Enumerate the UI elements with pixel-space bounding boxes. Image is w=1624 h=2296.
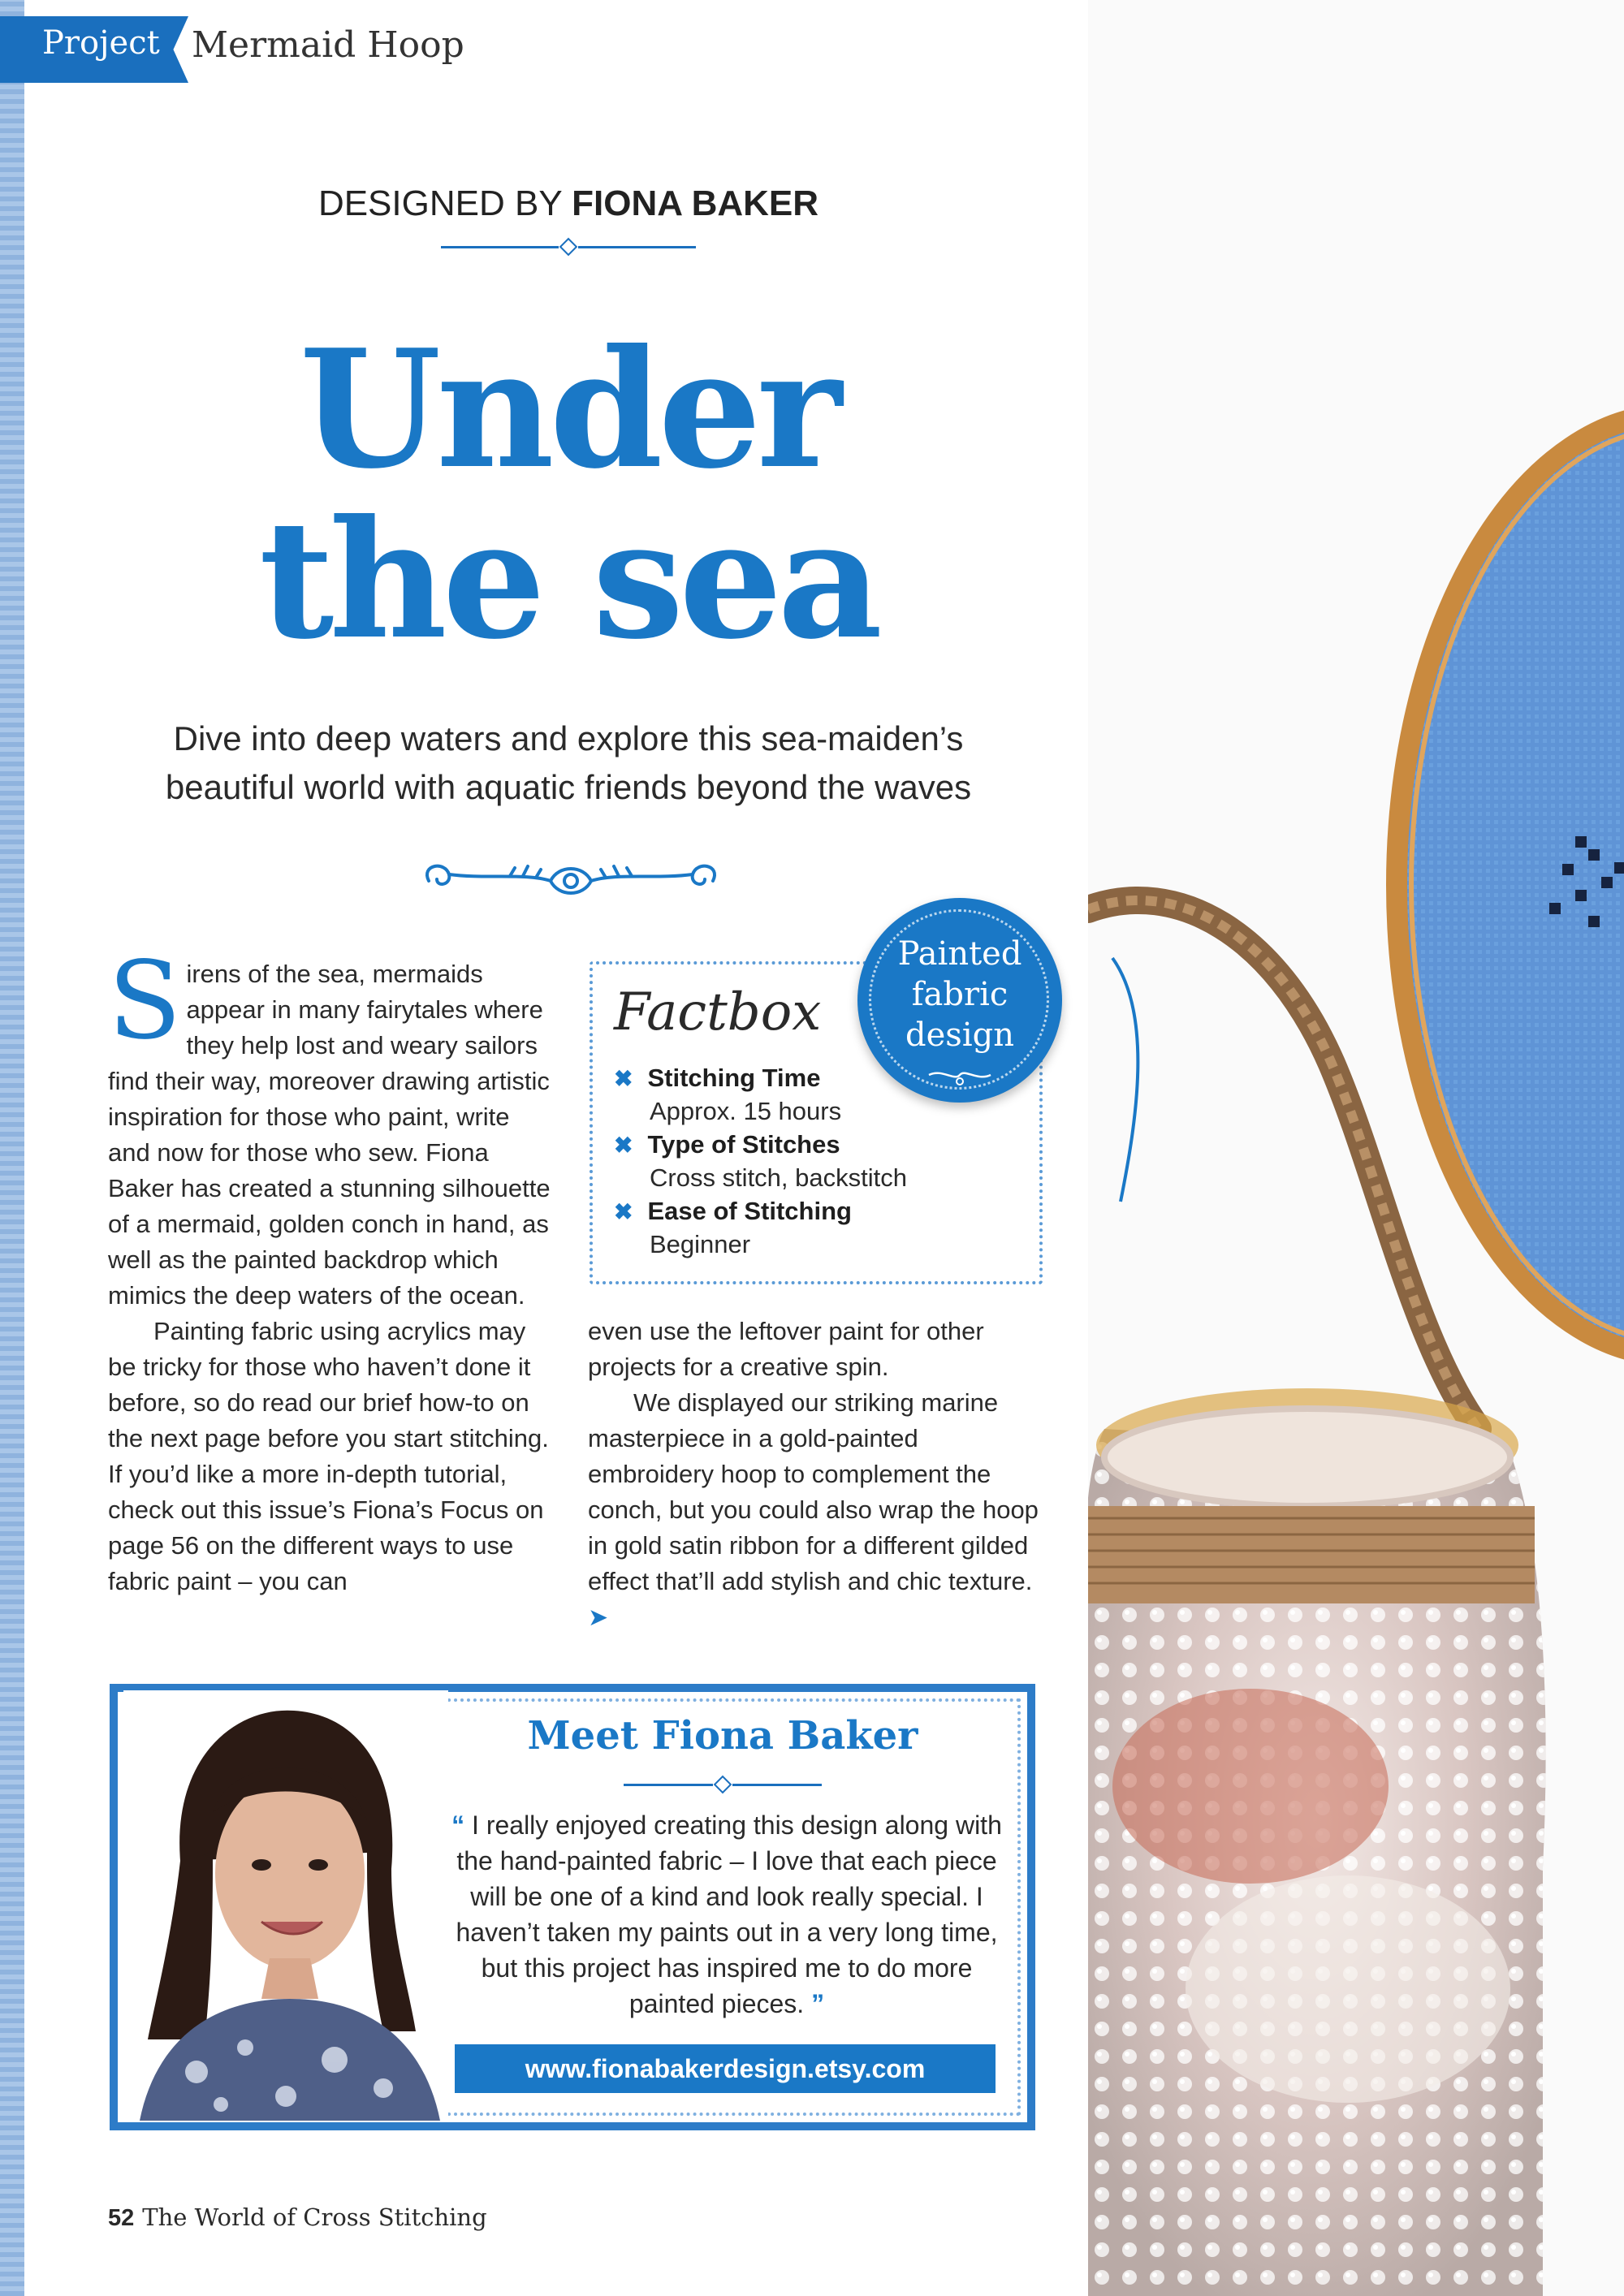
close-quote-icon: ” <box>811 1989 825 2018</box>
open-quote-icon: “ <box>451 1810 465 1840</box>
flourish-ornament <box>412 848 729 913</box>
standfirst-line-2: beautiful world with aquatic friends beyond the waves <box>165 768 972 806</box>
section-label: Project <box>42 24 160 62</box>
fact-item <box>614 1062 841 1128</box>
standfirst-line-1: Dive into deep waters and explore this sea-maiden’s <box>173 719 964 757</box>
badge-line: design <box>905 1016 1014 1054</box>
designer-website-link[interactable]: www.fionabakerdesign.etsy.com <box>455 2044 996 2093</box>
body-column-1 <box>108 939 551 1599</box>
cross-icon: ✖ <box>614 1199 633 1224</box>
page-title <box>0 314 1137 675</box>
cross-icon: ✖ <box>614 1133 633 1158</box>
designer-divider <box>455 1778 991 1791</box>
cross-icon: ✖ <box>614 1066 633 1091</box>
byline-prefix: DESIGNED BY <box>317 183 562 223</box>
fact-label: Stitching Time <box>647 1064 821 1092</box>
title-line-1: Under <box>299 314 838 505</box>
project-photo <box>1088 0 1624 2296</box>
quote-text: I really enjoyed creating this design along with the hand-painted fabric – I love that each piece will be one of a kind and look really special. I haven’t taken my paints out in a very long time, but this project has inspired me to do more painted pieces. <box>456 1810 1002 2018</box>
magazine-name: The World of Cross Stitching <box>142 2203 487 2231</box>
designer-portrait <box>123 1690 448 2121</box>
page-footer <box>108 2203 487 2232</box>
fact-label: Ease of Stitching <box>647 1197 852 1225</box>
fact-value: Cross stitch, backstitch <box>650 1163 907 1192</box>
page-number: 52 <box>108 2205 135 2231</box>
designer-name: FIONA BAKER <box>572 183 819 223</box>
badge-line: Painted <box>897 935 1022 973</box>
glass-jar <box>1088 1388 1546 2296</box>
byline-divider <box>0 240 1137 253</box>
arrow-right-icon: ➤ <box>588 1604 609 1631</box>
badge-line: fabric <box>911 976 1009 1013</box>
body-paragraph <box>588 1385 1043 1636</box>
badge-flourish-icon <box>926 1065 994 1090</box>
fact-label: Type of Stitches <box>647 1130 840 1159</box>
badge-text <box>857 934 1062 1055</box>
body-column-2 <box>588 1314 1043 1636</box>
title-line-2: the sea <box>258 485 879 675</box>
fact-value: Approx. 15 hours <box>650 1097 842 1125</box>
drop-cap: S <box>108 939 182 1064</box>
designer-box-title: Meet Fiona Baker <box>527 1713 918 1759</box>
fact-value: Beginner <box>650 1230 751 1258</box>
factbox-title: Factbox <box>614 982 822 1042</box>
designer-quote <box>451 1807 1003 2022</box>
body-paragraph <box>108 939 551 1314</box>
paragraph-text: We displayed our striking marine masterpiece in a gold-painted embroidery hoop to complement the conch, but you could also wrap the hoop in gold satin ribbon for a different gilded effect that’ll add stylish and chic texture. <box>588 1388 1039 1595</box>
section-title: Mermaid Hoop <box>192 24 464 66</box>
fact-item <box>614 1195 852 1261</box>
byline <box>0 183 1137 224</box>
body-paragraph: even use the leftover paint for other projects for a creative spin. <box>588 1317 984 1381</box>
body-paragraph: Painting fabric using acrylics may be tricky for those who haven’t done it before, so do read our brief how-to on the next page before you start stitching. If you’d like a more in-depth tutorial, check out this issue’s Fiona’s Focus on page 56 on the different ways to use fabric paint – you can <box>108 1317 549 1595</box>
fact-item <box>614 1129 907 1194</box>
paragraph-text: irens of the sea, mermaids appear in many fairytales where they help lost and weary sailors find their way, moreover drawing artistic inspiration for those who paint, write and now for those who sew. Fiona Baker has created a stunning silhouette of a mermaid, golden conch in hand, as well as the painted backdrop which mimics the deep waters of the ocean. <box>108 960 551 1310</box>
standfirst <box>130 714 1007 812</box>
